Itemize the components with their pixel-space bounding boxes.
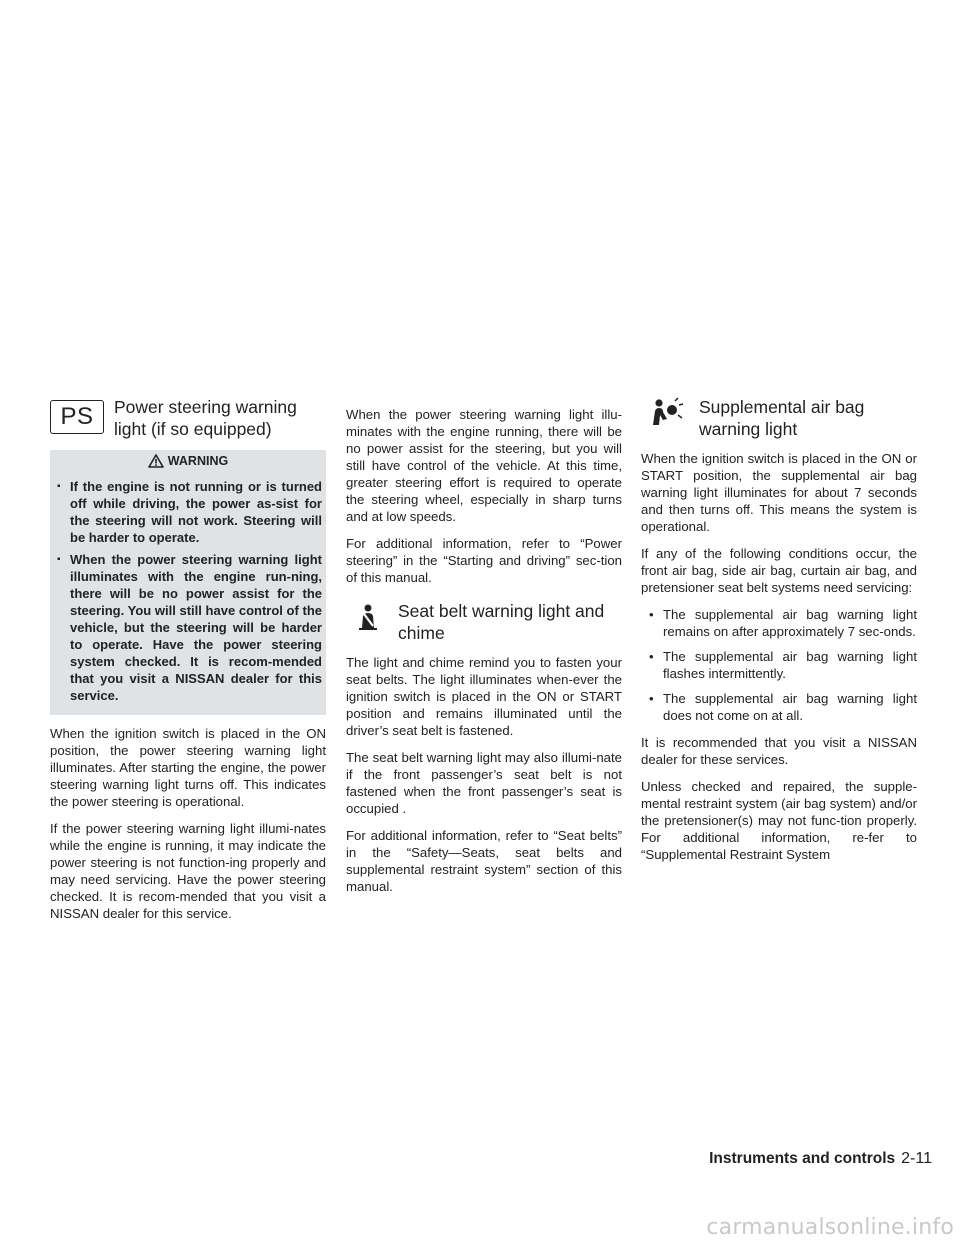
list-item: • The supplemental air bag warning light remains on after approximately 7 sec-onds. bbox=[663, 606, 917, 640]
page-number: 2-11 bbox=[901, 1150, 932, 1167]
warning-label: WARNING bbox=[167, 454, 229, 468]
seat-belt-icon bbox=[346, 600, 390, 634]
column-1 bbox=[50, 396, 326, 932]
paragraph: When the ignition switch is placed in the ON or START position, the supplemental air bag warning light illuminates for about 7 seconds and then turns off. This means the system is operational. bbox=[641, 451, 917, 534]
paragraph: The light and chime remind you to fasten your seat belts. The light illuminates when-ever the ignition switch is placed in the ON or START position and remains illuminated until the driver’s seat belt is fastened. bbox=[346, 655, 622, 738]
seat-belt-header bbox=[346, 600, 622, 644]
paragraph: If any of the following conditions occur, the front air bag, side air bag, curtain air bag, and pretensioner seat belt systems need servicing: bbox=[641, 546, 917, 595]
power-steering-header bbox=[50, 396, 326, 440]
paragraph: For additional information, refer to “Seat belts” in the “Safety—Seats, seat belts and supplemental restraint system” section of this manual. bbox=[346, 828, 622, 894]
paragraph: It is recommended that you visit a NISSAN dealer for these services. bbox=[641, 735, 917, 767]
column-3 bbox=[641, 396, 917, 873]
list-item: • The supplemental air bag warning light flashes intermittently. bbox=[663, 648, 917, 682]
seat-belt-heading: Seat belt warning light and chime bbox=[398, 601, 605, 643]
paragraph: For additional information, refer to “Power steering” in the “Starting and driving” sec-tion of this manual. bbox=[346, 536, 622, 585]
condition-list bbox=[641, 606, 917, 724]
warning-list bbox=[50, 478, 326, 704]
paragraph: When the power steering warning light illu-minates with the engine running, there will be no power assist for the steering, but you will still have control of the vehicle. At this time, greater steering effort is required to operate the steering wheel, especially in sharp turns and at low speeds. bbox=[346, 407, 622, 524]
warning-item: ▪ If the engine is not running or is turned off while driving, the power as-sist for the steering will not work. Steering will be harder to operate. bbox=[70, 478, 322, 546]
paragraph: Unless checked and repaired, the supple-mental restraint system (air bag system) and/or the pretensioner(s) may not func-tion properly. For additional information, re-fer to “Supplemental Restraint System bbox=[641, 779, 917, 862]
column-2 bbox=[346, 406, 622, 905]
page-footer bbox=[709, 1150, 932, 1168]
paragraph: When the ignition switch is placed in the ON position, the power steering warning light illuminates. After starting the engine, the power steering warning light turns off. This indicates the power steering is operational. bbox=[50, 726, 326, 809]
watermark: carmanualsonline.info bbox=[706, 1215, 954, 1240]
section-name: Instruments and controls bbox=[709, 1150, 896, 1167]
air-bag-heading: Supplemental air bag warning light bbox=[699, 397, 865, 439]
warning-item: ▪ When the power steering warning light illuminates with the engine run-ning, there will be no power assist for the steering. You will still have control of the vehicle, but the steering will be harder to operate. Have the power steering system checked. It is recom-mended that you visit a NISSAN dealer for this service. bbox=[70, 551, 322, 704]
air-bag-header bbox=[641, 396, 917, 440]
paragraph: If the power steering warning light illumi-nates while the engine is running, it may indicate the power steering is not function-ing properly and may need servicing. Have the power steering checked. It is recom-mended that you visit a NISSAN dealer for this service. bbox=[50, 821, 326, 921]
air-bag-icon bbox=[641, 396, 691, 430]
warning-box bbox=[50, 450, 326, 715]
paragraph: The seat belt warning light may also illumi-nate if the front passenger’s seat belt is not fastened when the front passenger’s seat is occupied . bbox=[346, 750, 622, 816]
power-steering-icon: PS bbox=[50, 400, 104, 434]
power-steering-heading: Power steering warning light (if so equipped) bbox=[114, 397, 297, 439]
warning-header bbox=[50, 450, 326, 472]
warning-triangle-icon bbox=[148, 454, 164, 468]
list-item: • The supplemental air bag warning light does not come on at all. bbox=[663, 690, 917, 724]
